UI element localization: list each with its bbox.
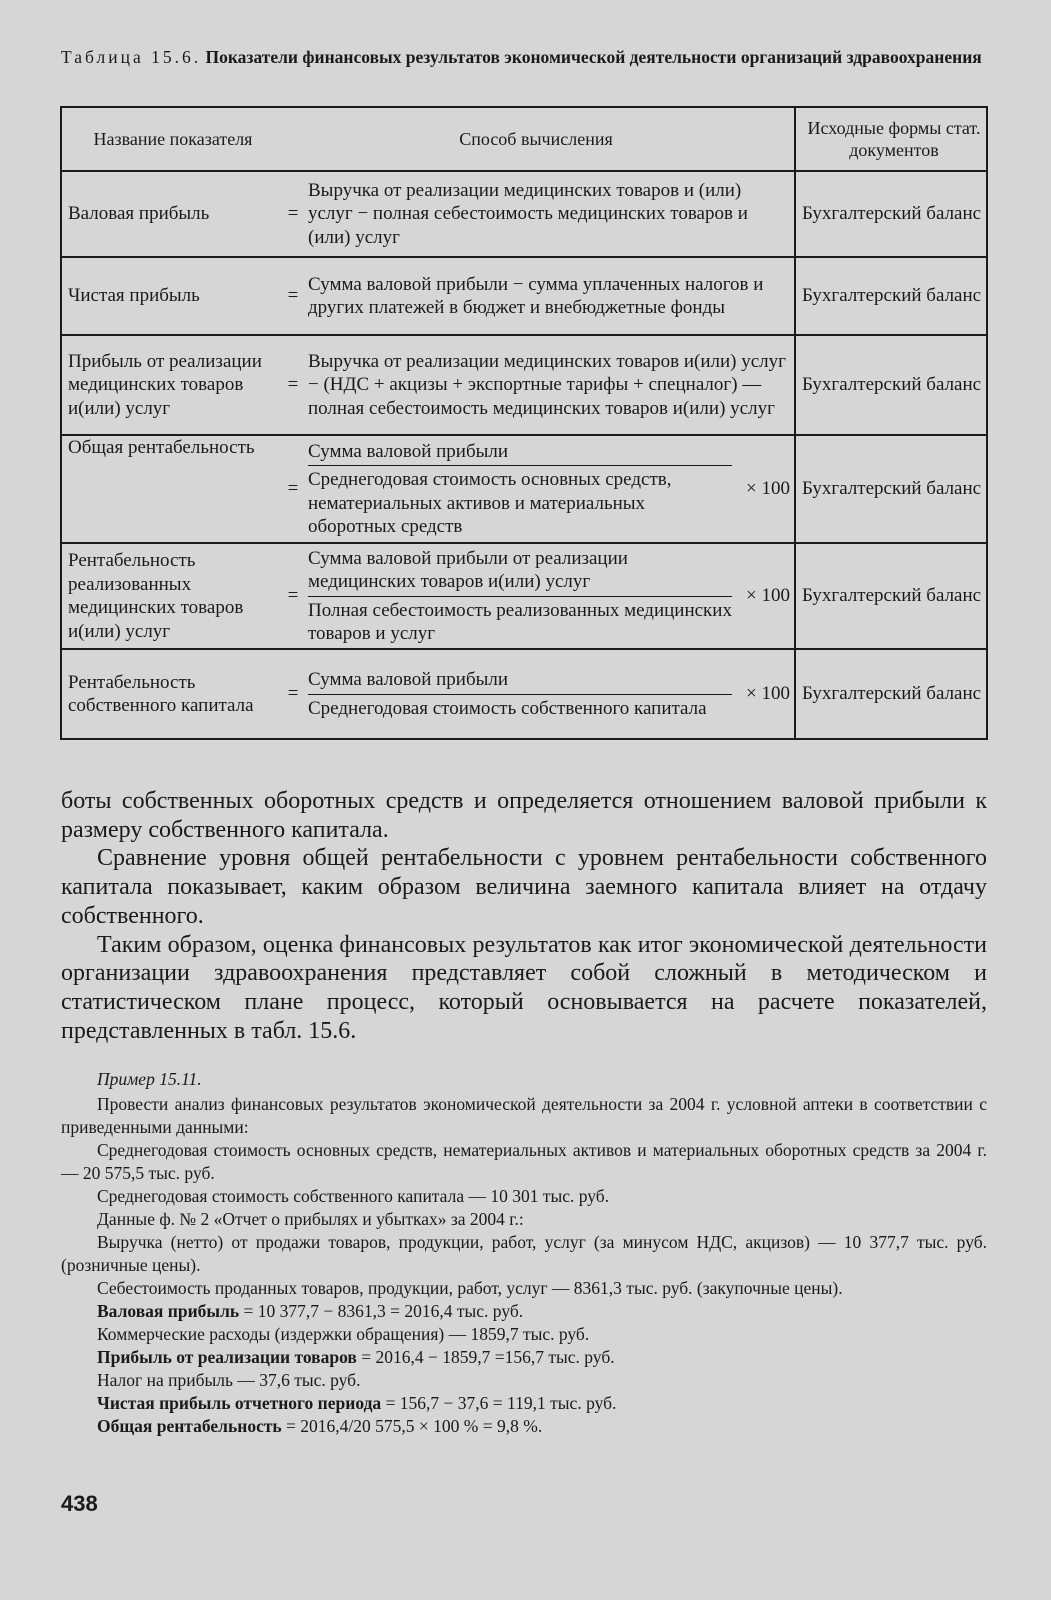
calc-value: Налог на прибыль — 37,6 тыс. руб. [97, 1370, 361, 1390]
row-name: Общая рентабельность [61, 435, 278, 543]
body-text [61, 787, 987, 1045]
row-name: Рентабельность реализованных медицинских товаров и(или) услуг [61, 543, 278, 649]
row-method: Выручка от реализации медицинских товаров и(или) услуг − (НДС + акцизы + экспортные тарифы + спецналог) — полная себестоимость медицинских товаров и(или) услуг [308, 335, 795, 435]
row-source: Бухгалтерский баланс [795, 335, 987, 435]
calc-value: = 10 377,7 − 8361,3 = 2016,4 тыс. руб. [239, 1301, 524, 1321]
fraction [308, 440, 790, 539]
row-eq: = [278, 649, 308, 739]
table-caption [61, 46, 986, 68]
example-title: Пример 15.11. [97, 1069, 202, 1089]
table-row [61, 171, 987, 257]
row-method [308, 543, 795, 649]
row-source: Бухгалтерский баланс [795, 171, 987, 257]
row-name: Валовая прибыль [61, 171, 278, 257]
row-source: Бухгалтерский баланс [795, 543, 987, 649]
header-source: Исходные формы стат. документов [795, 107, 987, 171]
row-name: Чистая прибыль [61, 257, 278, 335]
row-source: Бухгалтерский баланс [795, 257, 987, 335]
calc-value: = 156,7 − 37,6 = 119,1 тыс. руб. [381, 1393, 617, 1413]
calc-label: Прибыль от реализации товаров [97, 1347, 357, 1367]
fraction-numerator: Сумма валовой прибыли [308, 668, 732, 695]
table-row [61, 543, 987, 649]
row-method: Выручка от реализации медицинских товаров и (или) услуг − полная себестоимость медицинских товаров и (или) услуг [308, 171, 795, 257]
fraction-denominator: Полная себестоимость реализованных медицинских товаров и услуг [308, 599, 732, 644]
fraction-numerator: Сумма валовой прибыли [308, 440, 732, 467]
table-row [61, 335, 987, 435]
row-method [308, 435, 795, 543]
indicators-table [60, 106, 988, 740]
calc-value: Коммерческие расходы (издержки обращения) — 1859,7 тыс. руб. [97, 1324, 590, 1344]
fraction [308, 547, 790, 646]
table-row [61, 435, 987, 543]
row-eq: = [278, 171, 308, 257]
calc-label: Чистая прибыль отчетного периода [97, 1393, 382, 1413]
fraction-multiplier: × 100 [746, 585, 790, 607]
example-line: Провести анализ финансовых результатов экономической деятельности за 2004 г. условной аптеки в соответствии с приведенными данными: [61, 1094, 987, 1137]
caption-title: Показатели финансовых результатов экономической деятельности организаций здравоохранения [205, 47, 982, 67]
calc-value: = 2016,4/20 575,5 × 100 % = 9,8 %. [281, 1416, 543, 1436]
calc-line [61, 1369, 987, 1392]
row-name: Рентабельность собственного капитала [61, 649, 278, 739]
row-eq: = [278, 335, 308, 435]
calc-line [61, 1300, 987, 1323]
fraction-multiplier: × 100 [746, 478, 790, 500]
header-method: Способ вычисления [278, 107, 795, 171]
table-row [61, 257, 987, 335]
example-block [61, 1068, 987, 1438]
row-method [308, 649, 795, 739]
calc-label: Общая рентабельность [97, 1416, 282, 1436]
row-eq: = [278, 435, 308, 543]
fraction-denominator: Среднегодовая стоимость основных средств, нематериальных активов и материальных оборотных средств [308, 469, 672, 537]
body-paragraph: Таким образом, оценка финансовых результатов как итог экономической деятельности организации здравоохранения представляет собой сложный в методическом и статистическом плане процесс, который основывается на расчете показателей, представленных в табл. 15.6. [61, 931, 987, 1044]
example-line: Выручка (нетто) от продажи товаров, продукции, работ, услуг (за минусом НДС, акцизов) — 10 377,7 тыс. руб. (розничные цены). [61, 1232, 987, 1275]
row-name: Прибыль от реализации медицинских товаров и(или) услуг [61, 335, 278, 435]
caption-label: Таблица 15.6. [61, 47, 202, 67]
body-paragraph: боты собственных оборотных средств и определяется отношением валовой прибыли к размеру собственного капитала. [61, 788, 987, 843]
calc-line [61, 1415, 987, 1438]
example-line: Среднегодовая стоимость собственного капитала — 10 301 тыс. руб. [97, 1186, 610, 1206]
calc-label: Валовая прибыль [97, 1301, 240, 1321]
calc-value: = 2016,4 − 1859,7 =156,7 тыс. руб. [356, 1347, 615, 1367]
row-source: Бухгалтерский баланс [795, 649, 987, 739]
row-source: Бухгалтерский баланс [795, 435, 987, 543]
header-name: Название показателя [61, 107, 278, 171]
calc-line [61, 1392, 987, 1415]
fraction-multiplier: × 100 [746, 683, 790, 705]
example-line: Среднегодовая стоимость основных средств, нематериальных активов и материальных оборотных средств за 2004 г. — 20 575,5 тыс. руб. [61, 1140, 987, 1183]
calc-line [61, 1323, 987, 1346]
body-paragraph: Сравнение уровня общей рентабельности с уровнем рентабельности собственного капитала показывает, каким образом величина заемного капитала влияет на отдачу собственного. [61, 845, 987, 929]
fraction-numerator: Сумма валовой прибыли от реализации медицинских товаров и(или) услуг [308, 547, 732, 597]
fraction-denominator: Среднегодовая стоимость собственного капитала [308, 697, 707, 719]
row-eq: = [278, 543, 308, 649]
fraction [308, 668, 790, 720]
page-number: 438 [61, 1491, 98, 1516]
calc-line [61, 1346, 987, 1369]
table-row [61, 649, 987, 739]
example-line: Данные ф. № 2 «Отчет о прибылях и убытках» за 2004 г.: [97, 1209, 524, 1229]
row-eq: = [278, 257, 308, 335]
row-method: Сумма валовой прибыли − сумма уплаченных налогов и других платежей в бюджет и внебюджетные фонды [308, 257, 795, 335]
table-header-row [61, 107, 987, 171]
example-line: Себестоимость проданных товаров, продукции, работ, услуг — 8361,3 тыс. руб. (закупочные цены). [97, 1278, 843, 1298]
